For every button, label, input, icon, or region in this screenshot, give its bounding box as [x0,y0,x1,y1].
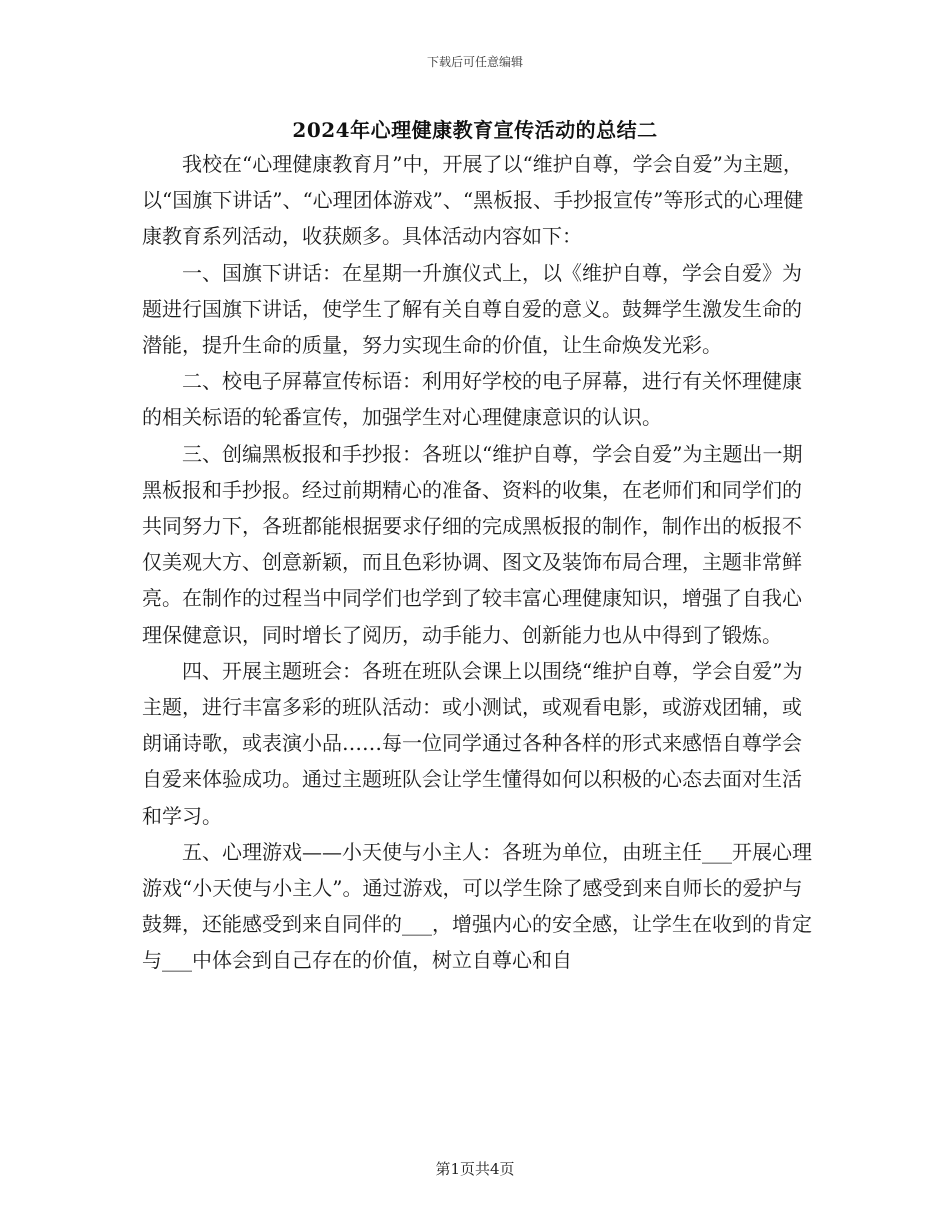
paragraph-blackboard: 三、创编黑板报和手抄报：各班以“维护自尊，学会自爱”为主题出一期黑板报和手抄报。经过前期精心的准备、资料的收集，在老师们和同学们的共同努力下，各班都能根据要求仔细的完成黑板报的制作，制作出的板报不仅美观大方、创意新颖，而且色彩协调、图文及装饰布局合理，主题非常鲜亮。在制作的过程当中同学们也学到了较丰富心理健康知识，增强了自我心理保健意识，同时增长了阅历，动手能力、创新能力也从中得到了锻炼。 [142,441,803,647]
paragraph-psych-game: 五、心理游戏——小天使与小主人：各班为单位，由班主任___开展心理游戏“小天使与小主人”。通过游戏，可以学生除了感受到来自师长的爱护与鼓舞，还能感受到来自同伴的___，增强内心的安全感，让学生在收到的肯定与___中体会到自己存在的价值，树立自尊心和自 [142,839,812,973]
paragraph-electronic-screen: 二、校电子屏幕宣传标语：利用好学校的电子屏幕，进行有关怀理健康的相关标语的轮番宣传，加强学生对心理健康意识的认识。 [142,369,802,430]
page-number: 第1页共4页 [435,1160,515,1178]
paragraph-intro: 我校在“心理健康教育月”中，开展了以“维护自尊，学会自爱”为主题，以“国旗下讲话”、“心理团体游戏”、“黑板报、手抄报宣传”等形式的心理健康教育系列活动，收获颇多。具体活动内容如下： [142,152,804,249]
paragraph-class-meeting: 四、开展主题班会：各班在班队会课上以围绕“维护自尊，学会自爱”为主题，进行丰富多彩的班队活动：或小测试，或观看电影，或游戏团辅，或朗诵诗歌，或表演小品……每一位同学通过各种各样的形式来感悟自尊学会自爱来体验成功。通过主题班队会让学生懂得如何以积极的心态去面对生活和学习。 [142,658,803,828]
document-title: 2024年心理健康教育宣传活动的总结二 [292,118,658,142]
header-note: 下载后可任意编辑 [426,55,523,69]
document-body [142,146,812,979]
paragraph-flag-speech: 一、国旗下讲话：在星期一升旗仪式上，以《维护自尊，学会自爱》为题进行国旗下讲话，使学生了解有关自尊自爱的意义。鼓舞学生激发生命的潜能，提升生命的质量，努力实现生命的价值，让生命焕发光彩。 [142,260,802,358]
